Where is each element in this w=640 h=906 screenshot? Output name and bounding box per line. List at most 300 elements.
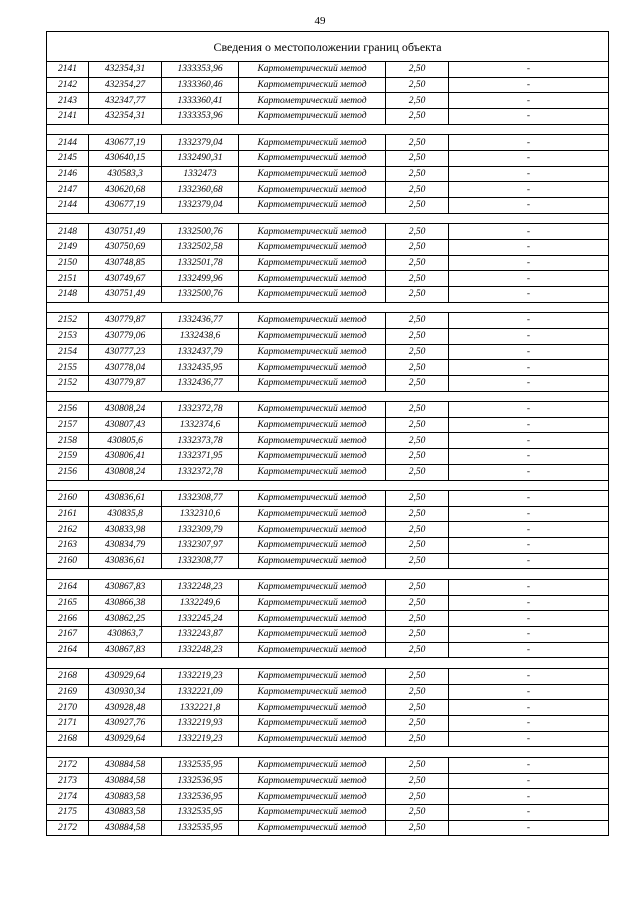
point-number-cell: 2167 [47,627,89,643]
y-coordinate-cell: 1332372,78 [162,402,239,418]
method-cell: Картометрический метод [239,417,386,433]
description-cell: - [449,239,609,255]
point-number-cell: 2152 [47,375,89,391]
y-coordinate-cell: 1333360,46 [162,77,239,93]
accuracy-cell: 2,50 [386,731,449,747]
y-coordinate-cell: 1332248,23 [162,642,239,658]
y-coordinate-cell: 1333360,41 [162,93,239,109]
description-cell: - [449,522,609,538]
accuracy-cell: 2,50 [386,611,449,627]
y-coordinate-cell: 1332490,31 [162,150,239,166]
group-separator-cell [47,124,609,135]
method-cell: Картометрический метод [239,700,386,716]
x-coordinate-cell: 430808,24 [89,464,162,480]
y-coordinate-cell: 1332438,6 [162,328,239,344]
table-row [47,360,609,376]
x-coordinate-cell: 430779,06 [89,328,162,344]
method-cell: Картометрический метод [239,804,386,820]
point-number-cell: 2165 [47,595,89,611]
accuracy-cell: 2,50 [386,360,449,376]
accuracy-cell: 2,50 [386,109,449,125]
y-coordinate-cell: 1332373,78 [162,433,239,449]
x-coordinate-cell: 430779,87 [89,375,162,391]
point-number-cell: 2142 [47,77,89,93]
accuracy-cell: 2,50 [386,328,449,344]
point-number-cell: 2157 [47,417,89,433]
method-cell: Картометрический метод [239,464,386,480]
group-separator-cell [47,569,609,580]
accuracy-cell: 2,50 [386,375,449,391]
y-coordinate-cell: 1332219,23 [162,668,239,684]
accuracy-cell: 2,50 [386,789,449,805]
method-cell: Картометрический метод [239,611,386,627]
accuracy-cell: 2,50 [386,491,449,507]
accuracy-cell: 2,50 [386,255,449,271]
x-coordinate-cell: 432354,27 [89,77,162,93]
x-coordinate-cell: 430751,49 [89,286,162,302]
y-coordinate-cell: 1332535,95 [162,757,239,773]
group-separator-cell [47,302,609,313]
description-cell: - [449,135,609,151]
y-coordinate-cell: 1332436,77 [162,375,239,391]
description-cell: - [449,402,609,418]
accuracy-cell: 2,50 [386,239,449,255]
point-number-cell: 2160 [47,491,89,507]
x-coordinate-cell: 430836,61 [89,491,162,507]
method-cell: Картометрический метод [239,328,386,344]
method-cell: Картометрический метод [239,313,386,329]
method-cell: Картометрический метод [239,642,386,658]
y-coordinate-cell: 1332372,78 [162,464,239,480]
point-number-cell: 2141 [47,109,89,125]
y-coordinate-cell: 1332371,95 [162,449,239,465]
group-separator-cell [47,213,609,224]
table-row [47,93,609,109]
accuracy-cell: 2,50 [386,77,449,93]
table-row [47,627,609,643]
y-coordinate-cell: 1332374,6 [162,417,239,433]
accuracy-cell: 2,50 [386,506,449,522]
description-cell: - [449,271,609,287]
accuracy-cell: 2,50 [386,135,449,151]
description-cell: - [449,255,609,271]
x-coordinate-cell: 430863,7 [89,627,162,643]
point-number-cell: 2166 [47,611,89,627]
point-number-cell: 2155 [47,360,89,376]
x-coordinate-cell: 430777,23 [89,344,162,360]
y-coordinate-cell: 1333353,96 [162,62,239,78]
point-number-cell: 2152 [47,313,89,329]
table-row [47,464,609,480]
method-cell: Картометрический метод [239,77,386,93]
x-coordinate-cell: 432347,77 [89,93,162,109]
point-number-cell: 2171 [47,715,89,731]
method-cell: Картометрический метод [239,538,386,554]
x-coordinate-cell: 430751,49 [89,224,162,240]
y-coordinate-cell: 1332437,79 [162,344,239,360]
description-cell: - [449,731,609,747]
table-row [47,239,609,255]
method-cell: Картометрический метод [239,166,386,182]
y-coordinate-cell: 1332219,93 [162,715,239,731]
y-coordinate-cell: 1332249,6 [162,595,239,611]
description-cell: - [449,579,609,595]
y-coordinate-cell: 1332360,68 [162,182,239,198]
x-coordinate-cell: 430620,68 [89,182,162,198]
table-row [47,271,609,287]
table-row [47,166,609,182]
accuracy-cell: 2,50 [386,773,449,789]
description-cell: - [449,757,609,773]
x-coordinate-cell: 430927,76 [89,715,162,731]
table-row [47,715,609,731]
method-cell: Картометрический метод [239,62,386,78]
accuracy-cell: 2,50 [386,449,449,465]
description-cell: - [449,433,609,449]
method-cell: Картометрический метод [239,433,386,449]
y-coordinate-cell: 1332501,78 [162,255,239,271]
table-row [47,328,609,344]
method-cell: Картометрический метод [239,820,386,836]
point-number-cell: 2162 [47,522,89,538]
description-cell: - [449,77,609,93]
table-row [47,773,609,789]
method-cell: Картометрический метод [239,109,386,125]
description-cell: - [449,789,609,805]
x-coordinate-cell: 430583,3 [89,166,162,182]
y-coordinate-cell: 1332309,79 [162,522,239,538]
y-coordinate-cell: 1332308,77 [162,491,239,507]
table-row [47,182,609,198]
table-row [47,522,609,538]
accuracy-cell: 2,50 [386,224,449,240]
y-coordinate-cell: 1332436,77 [162,313,239,329]
group-separator-cell [47,747,609,758]
group-separator-row [47,480,609,491]
method-cell: Картометрический метод [239,553,386,569]
y-coordinate-cell: 1332473 [162,166,239,182]
accuracy-cell: 2,50 [386,553,449,569]
table-row [47,804,609,820]
group-separator-row [47,213,609,224]
description-cell: - [449,344,609,360]
method-cell: Картометрический метод [239,668,386,684]
table-row [47,700,609,716]
x-coordinate-cell: 430778,04 [89,360,162,376]
y-coordinate-cell: 1332310,6 [162,506,239,522]
description-cell: - [449,773,609,789]
point-number-cell: 2153 [47,328,89,344]
x-coordinate-cell: 430805,6 [89,433,162,449]
table-row [47,538,609,554]
description-cell: - [449,627,609,643]
table-row [47,491,609,507]
point-number-cell: 2172 [47,820,89,836]
point-number-cell: 2146 [47,166,89,182]
table-row [47,684,609,700]
y-coordinate-cell: 1332221,8 [162,700,239,716]
x-coordinate-cell: 430867,83 [89,579,162,595]
accuracy-cell: 2,50 [386,684,449,700]
table-title: Сведения о местоположении границ объекта [47,32,609,62]
point-number-cell: 2148 [47,286,89,302]
point-number-cell: 2170 [47,700,89,716]
accuracy-cell: 2,50 [386,62,449,78]
description-cell: - [449,286,609,302]
description-cell: - [449,506,609,522]
table-row [47,255,609,271]
point-number-cell: 2169 [47,684,89,700]
group-separator-row [47,391,609,402]
group-separator-cell [47,480,609,491]
method-cell: Картометрический метод [239,491,386,507]
point-number-cell: 2148 [47,224,89,240]
description-cell: - [449,109,609,125]
point-number-cell: 2163 [47,538,89,554]
y-coordinate-cell: 1332535,95 [162,804,239,820]
y-coordinate-cell: 1332308,77 [162,553,239,569]
point-number-cell: 2156 [47,464,89,480]
description-cell: - [449,700,609,716]
method-cell: Картометрический метод [239,182,386,198]
x-coordinate-cell: 430862,25 [89,611,162,627]
accuracy-cell: 2,50 [386,271,449,287]
accuracy-cell: 2,50 [386,166,449,182]
y-coordinate-cell: 1332536,95 [162,773,239,789]
point-number-cell: 2164 [47,642,89,658]
group-separator-row [47,124,609,135]
method-cell: Картометрический метод [239,239,386,255]
x-coordinate-cell: 430833,98 [89,522,162,538]
method-cell: Картометрический метод [239,757,386,773]
method-cell: Картометрический метод [239,286,386,302]
table-row [47,77,609,93]
x-coordinate-cell: 430779,87 [89,313,162,329]
point-number-cell: 2161 [47,506,89,522]
description-cell: - [449,360,609,376]
accuracy-cell: 2,50 [386,522,449,538]
method-cell: Картометрический метод [239,135,386,151]
description-cell: - [449,449,609,465]
accuracy-cell: 2,50 [386,417,449,433]
description-cell: - [449,668,609,684]
x-coordinate-cell: 430883,58 [89,789,162,805]
table-row [47,553,609,569]
accuracy-cell: 2,50 [386,715,449,731]
method-cell: Картометрический метод [239,271,386,287]
y-coordinate-cell: 1332536,95 [162,789,239,805]
method-cell: Картометрический метод [239,715,386,731]
method-cell: Картометрический метод [239,731,386,747]
accuracy-cell: 2,50 [386,150,449,166]
method-cell: Картометрический метод [239,506,386,522]
x-coordinate-cell: 430884,58 [89,773,162,789]
point-number-cell: 2149 [47,239,89,255]
table-title-row [47,32,609,62]
description-cell: - [449,166,609,182]
method-cell: Картометрический метод [239,150,386,166]
accuracy-cell: 2,50 [386,757,449,773]
table-row [47,579,609,595]
point-number-cell: 2147 [47,182,89,198]
y-coordinate-cell: 1332221,09 [162,684,239,700]
description-cell: - [449,93,609,109]
page-number: 49 [314,15,326,27]
boundary-table [46,31,609,836]
y-coordinate-cell: 1332248,23 [162,579,239,595]
table-row [47,595,609,611]
description-cell: - [449,684,609,700]
description-cell: - [449,553,609,569]
y-coordinate-cell: 1332535,95 [162,820,239,836]
x-coordinate-cell: 432354,31 [89,62,162,78]
accuracy-cell: 2,50 [386,286,449,302]
point-number-cell: 2143 [47,93,89,109]
description-cell: - [449,538,609,554]
y-coordinate-cell: 1332499,96 [162,271,239,287]
accuracy-cell: 2,50 [386,668,449,684]
description-cell: - [449,491,609,507]
point-number-cell: 2156 [47,402,89,418]
accuracy-cell: 2,50 [386,700,449,716]
x-coordinate-cell: 430884,58 [89,757,162,773]
group-separator-row [47,747,609,758]
accuracy-cell: 2,50 [386,820,449,836]
point-number-cell: 2159 [47,449,89,465]
x-coordinate-cell: 430677,19 [89,198,162,214]
description-cell: - [449,328,609,344]
x-coordinate-cell: 430867,83 [89,642,162,658]
description-cell: - [449,715,609,731]
description-cell: - [449,375,609,391]
description-cell: - [449,804,609,820]
description-cell: - [449,642,609,658]
group-separator-cell [47,658,609,669]
y-coordinate-cell: 1332435,95 [162,360,239,376]
y-coordinate-cell: 1332307,97 [162,538,239,554]
description-cell: - [449,198,609,214]
table-row [47,375,609,391]
accuracy-cell: 2,50 [386,579,449,595]
point-number-cell: 2158 [47,433,89,449]
method-cell: Картометрический метод [239,449,386,465]
table-row [47,789,609,805]
table-row [47,668,609,684]
point-number-cell: 2154 [47,344,89,360]
accuracy-cell: 2,50 [386,402,449,418]
table-row [47,109,609,125]
point-number-cell: 2151 [47,271,89,287]
method-cell: Картометрический метод [239,579,386,595]
x-coordinate-cell: 430750,69 [89,239,162,255]
x-coordinate-cell: 430749,67 [89,271,162,287]
x-coordinate-cell: 430929,64 [89,731,162,747]
point-number-cell: 2150 [47,255,89,271]
method-cell: Картометрический метод [239,360,386,376]
table-row [47,642,609,658]
x-coordinate-cell: 430884,58 [89,820,162,836]
table-row [47,506,609,522]
description-cell: - [449,595,609,611]
table-row [47,313,609,329]
x-coordinate-cell: 430928,48 [89,700,162,716]
x-coordinate-cell: 430640,15 [89,150,162,166]
table-row [47,757,609,773]
method-cell: Картометрический метод [239,402,386,418]
y-coordinate-cell: 1332243,87 [162,627,239,643]
y-coordinate-cell: 1333353,96 [162,109,239,125]
accuracy-cell: 2,50 [386,198,449,214]
table-row [47,150,609,166]
x-coordinate-cell: 430835,8 [89,506,162,522]
point-number-cell: 2174 [47,789,89,805]
x-coordinate-cell: 430866,38 [89,595,162,611]
description-cell: - [449,417,609,433]
point-number-cell: 2145 [47,150,89,166]
x-coordinate-cell: 430806,41 [89,449,162,465]
description-cell: - [449,464,609,480]
accuracy-cell: 2,50 [386,313,449,329]
group-separator-row [47,569,609,580]
description-cell: - [449,611,609,627]
table-row [47,433,609,449]
accuracy-cell: 2,50 [386,464,449,480]
table-row [47,135,609,151]
table-row [47,344,609,360]
accuracy-cell: 2,50 [386,344,449,360]
point-number-cell: 2168 [47,731,89,747]
method-cell: Картометрический метод [239,773,386,789]
x-coordinate-cell: 430808,24 [89,402,162,418]
point-number-cell: 2141 [47,62,89,78]
point-number-cell: 2173 [47,773,89,789]
accuracy-cell: 2,50 [386,627,449,643]
method-cell: Картометрический метод [239,255,386,271]
point-number-cell: 2172 [47,757,89,773]
group-separator-row [47,658,609,669]
accuracy-cell: 2,50 [386,433,449,449]
accuracy-cell: 2,50 [386,642,449,658]
x-coordinate-cell: 430930,34 [89,684,162,700]
method-cell: Картометрический метод [239,789,386,805]
table-row [47,820,609,836]
table-row [47,198,609,214]
table-row [47,224,609,240]
x-coordinate-cell: 432354,31 [89,109,162,125]
table-row [47,449,609,465]
accuracy-cell: 2,50 [386,182,449,198]
accuracy-cell: 2,50 [386,538,449,554]
y-coordinate-cell: 1332219,23 [162,731,239,747]
method-cell: Картометрический метод [239,522,386,538]
x-coordinate-cell: 430883,58 [89,804,162,820]
description-cell: - [449,313,609,329]
method-cell: Картометрический метод [239,627,386,643]
point-number-cell: 2164 [47,579,89,595]
table-row [47,286,609,302]
x-coordinate-cell: 430677,19 [89,135,162,151]
x-coordinate-cell: 430748,85 [89,255,162,271]
point-number-cell: 2144 [47,135,89,151]
x-coordinate-cell: 430836,61 [89,553,162,569]
accuracy-cell: 2,50 [386,595,449,611]
y-coordinate-cell: 1332500,76 [162,286,239,302]
method-cell: Картометрический метод [239,595,386,611]
table-row [47,417,609,433]
group-separator-row [47,302,609,313]
description-cell: - [449,150,609,166]
method-cell: Картометрический метод [239,375,386,391]
